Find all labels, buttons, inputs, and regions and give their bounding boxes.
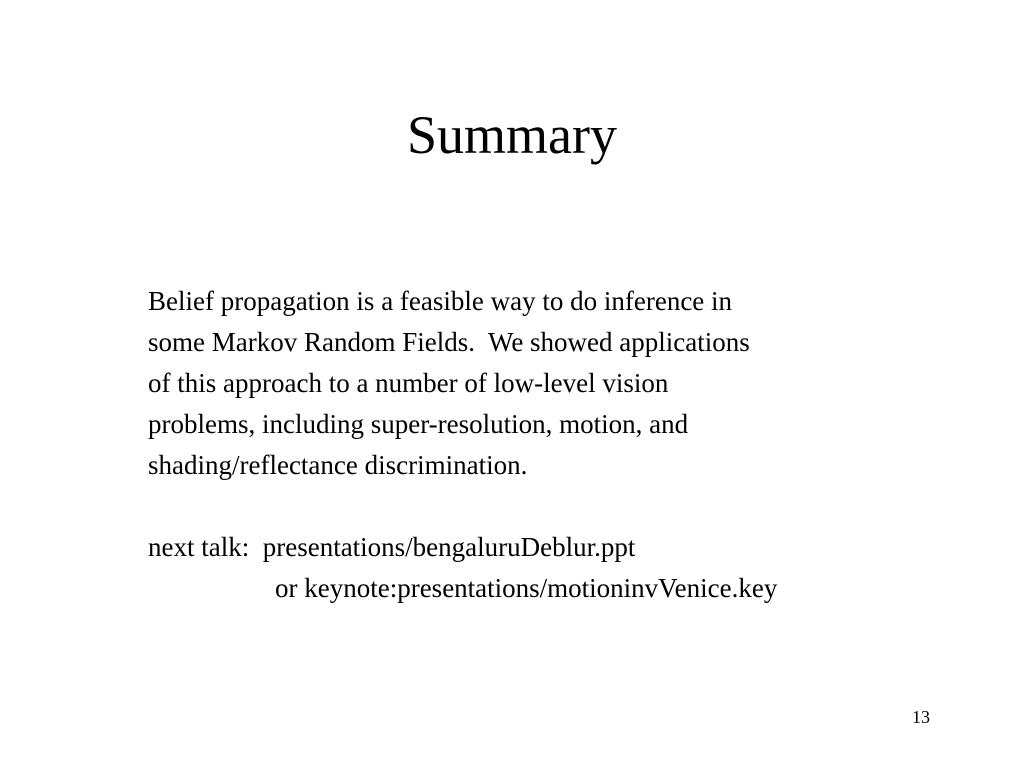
summary-line: shading/reflectance discrimination. (148, 450, 528, 480)
slide-title: Summary (407, 105, 617, 165)
page-number: 13 (912, 707, 930, 727)
summary-line: some Markov Random Fields. We showed applications (148, 327, 750, 357)
summary-line: of this approach to a number of low-level vision (148, 368, 669, 398)
summary-text-block (148, 281, 948, 609)
summary-line: problems, including super-resolution, motion, and (148, 409, 689, 439)
summary-line: Belief propagation is a feasible way to do inference in (148, 286, 733, 316)
next-talk-line: next talk: presentations/bengaluruDeblur.ppt (148, 532, 636, 562)
alternate-talk-line: or keynote:presentations/motioninvVenice.key (275, 573, 778, 603)
paragraph-spacer (148, 486, 948, 527)
